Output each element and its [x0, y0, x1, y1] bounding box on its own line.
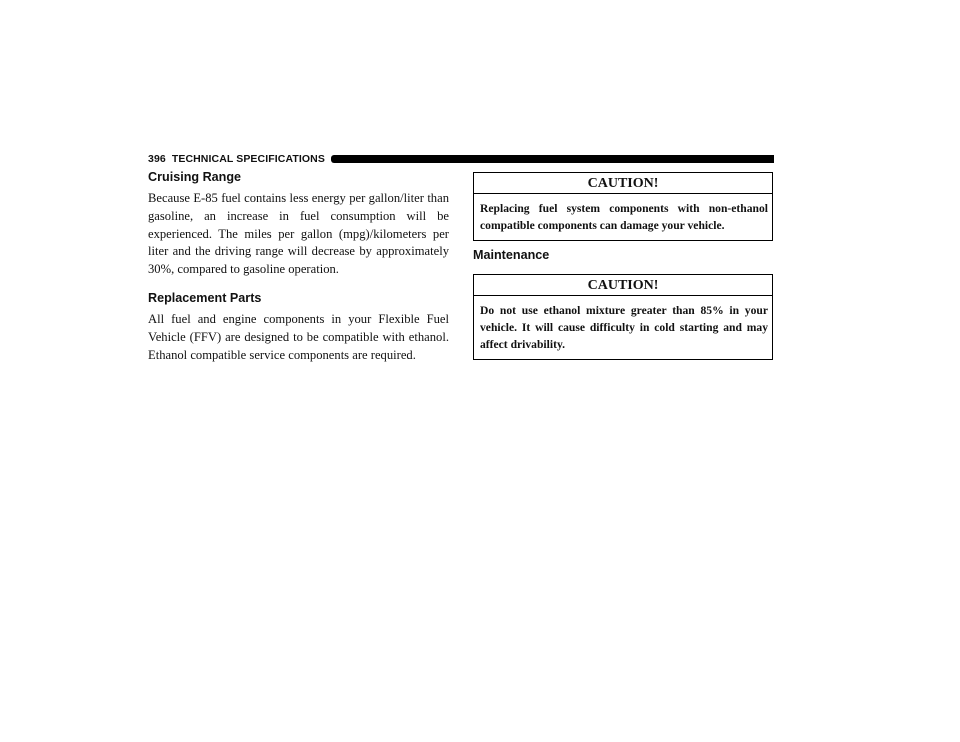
caution-box-fuel-components: [473, 172, 773, 241]
replacement-parts-heading: Replacement Parts: [148, 290, 262, 305]
page-number: 396: [148, 153, 166, 165]
caution-box-ethanol-mixture: [473, 274, 773, 360]
cruising-range-heading: Cruising Range: [148, 170, 242, 184]
caution-title: CAUTION!: [474, 173, 772, 194]
page-header: [148, 152, 774, 166]
section-title: TECHNICAL SPECIFICATIONS: [171, 153, 325, 165]
header-rule: [331, 155, 774, 163]
left-column: [148, 168, 449, 364]
caution-title: CAUTION!: [474, 275, 772, 296]
cruising-range-text: Because E-85 fuel contains less energy per gallon/liter than gasoline, an increase in fuel consumption will be experienced. The miles per gallon (mpg)/kilometers per liter and the driving range will decrease by approximately 30%, compared to gasoline operation.: [148, 191, 449, 277]
caution-text: Replacing fuel system components with non-ethanol compatible components can damage your vehicle.: [480, 202, 768, 232]
replacement-parts-text: All fuel and engine components in your Flexible Fuel Vehicle (FFV) are designed to be compatible with ethanol. Ethanol compatible service components are required.: [148, 311, 449, 362]
caution-text: Do not use ethanol mixture greater than 85% in your vehicle. It will cause difficulty in cold starting and may affect drivability.: [480, 304, 768, 351]
maintenance-heading: Maintenance: [473, 248, 550, 262]
right-column: [473, 172, 773, 360]
